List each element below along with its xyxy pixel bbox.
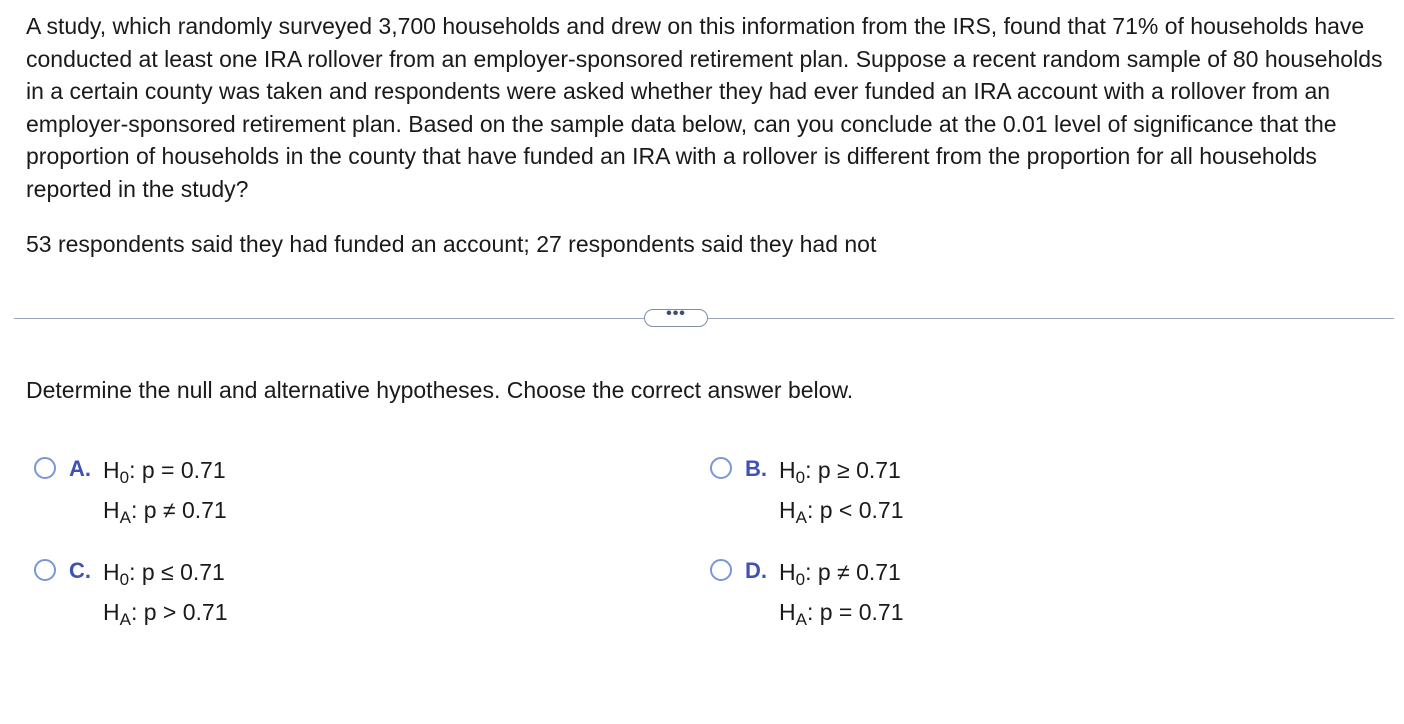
option-d[interactable] [710,552,904,632]
null-hypothesis: $H_0$: p ≠ 0.71 [779,559,901,589]
radio-button-b[interactable] [710,457,732,479]
null-hypothesis: $H_0$: p ≥ 0.71 [779,457,901,487]
question-prompt: Determine the null and alternative hypotheses. Choose the correct answer below. [26,377,854,403]
radio-button-c[interactable] [34,559,56,581]
option-body [103,450,227,530]
problem-statement [26,10,1386,205]
option-b[interactable] [710,450,904,530]
null-hypothesis: $H_0$: p ≤ 0.71 [103,559,225,589]
option-letter: A. [69,456,91,481]
option-letter: B. [745,456,767,481]
option-c[interactable] [34,552,228,632]
radio-button-a[interactable] [34,457,56,479]
alternative-hypothesis: $H_A$: p ≠ 0.71 [103,497,227,527]
option-body [779,552,904,632]
alternative-hypothesis: $H_A$: p > 0.71 [103,599,228,629]
option-a[interactable] [34,450,227,530]
alternative-hypothesis: $H_A$: p = 0.71 [779,599,904,629]
show-more-button[interactable] [644,305,708,327]
alternative-hypothesis: $H_A$: p < 0.71 [779,497,904,527]
option-body [103,552,228,632]
radio-button-d[interactable] [710,559,732,581]
ellipsis-icon: ••• [666,305,686,322]
problem-text: A study, which randomly surveyed 3,700 households and drew on this information from the IRS, found that 71% of households have conducted at least one IRA rollover from an employer-sponsored retirement plan. Suppose a recent random sample of 80 households in a certain county was taken and respondents were asked whether they had ever funded an IRA account with a rollover from an employer-sponsored retirement plan. Based on the sample data below, can you conclude at the 0.01 level of significance that the proportion of households in the county that have funded an IRA with a rollover is different from the proportion for all households reported in the study? [26,13,1383,202]
option-letter: D. [745,558,767,583]
sample-data-line: 53 respondents said they had funded an account; 27 respondents said they had not [26,231,877,257]
option-letter: C. [69,558,91,583]
option-body [779,450,904,530]
null-hypothesis: $H_0$: p = 0.71 [103,457,226,487]
